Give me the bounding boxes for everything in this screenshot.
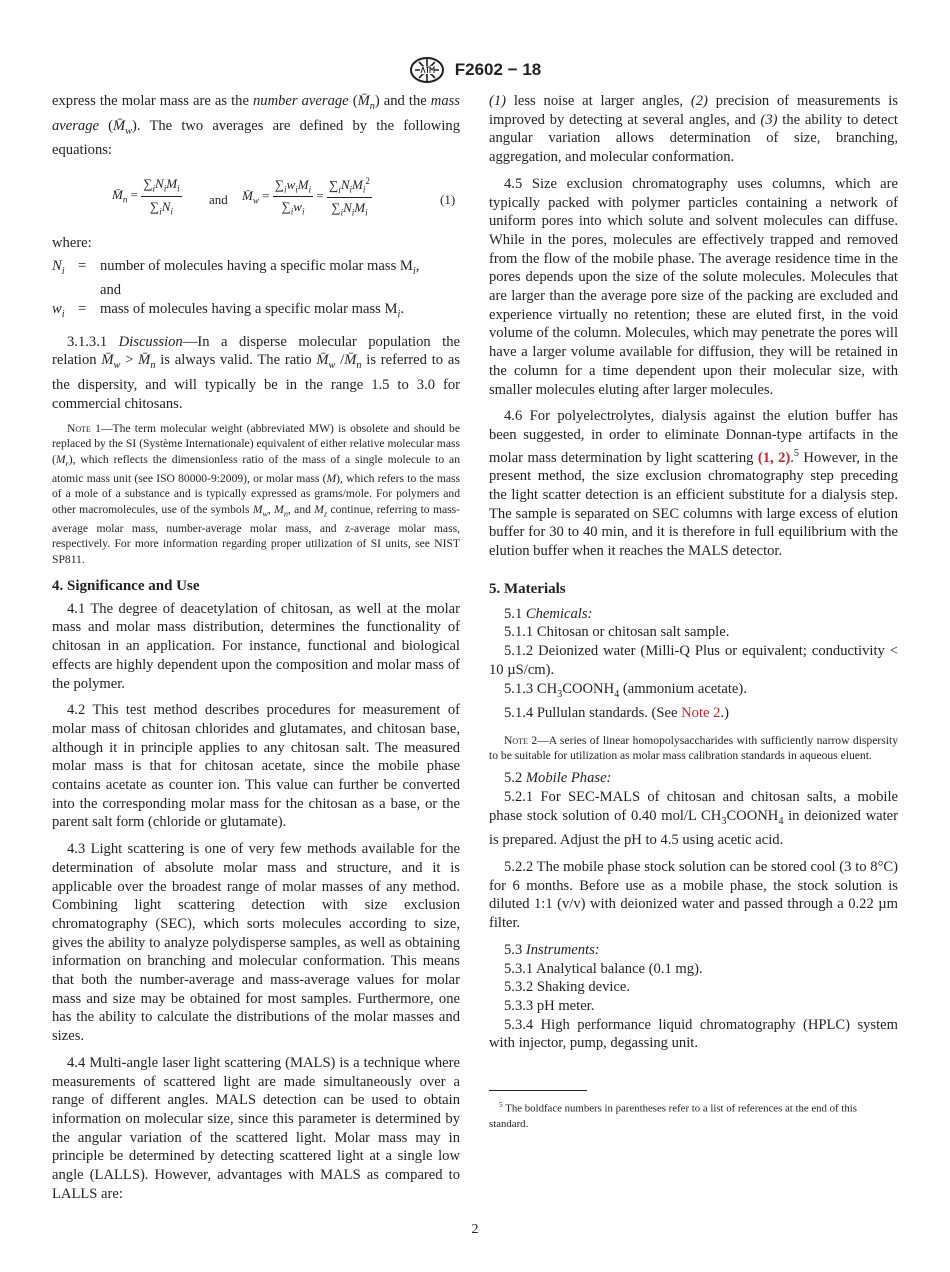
item-5-3-3: 5.3.3 pH meter. [504, 997, 595, 1014]
subsection-5-1: 5.1 Chemicals: [504, 605, 593, 622]
subsection-5-3: 5.3 Instruments: [504, 941, 600, 958]
paragraph-4-1: 4.1 The degree of deacetylation of chitosan, as well at the molar mass and molar mass distribution, determines the functionality of chitosan in an application. For instance, functional and biological effects are highly dependent upon the composition and molar mass of the polymer. [52, 600, 460, 692]
left-column [52, 92, 460, 1204]
subsection-5-2: 5.2 Mobile Phase: [504, 770, 612, 787]
item-5-2-1: 5.2.1 For SEC-MALS of chitosan and chitosan salts, a mobile phase stock solution of 0.40 mol/L $CH_3COONH_4$ in deionized water is prepared. Adjust the pH to 4.5 using acetic acid. [489, 788, 899, 849]
where-label: where: [52, 234, 92, 251]
advantages-paragraph: (1) less noise at larger angles, (2) precision of measurements is improved by detecting at several angles, and (3) the ability to detect angular variation allows determination of size, branching, aggregation, and molecular conformation. [489, 93, 898, 166]
paragraph-4-3: 4.3 Light scattering is one of very few methods available for the determination of absolute molar mass and structure, and it is applicable over the broadest range of molar masses of any method. Combining light scattering detection with size exclusion chromatography (SEC), which sorts molecules according to size, gives the ability to analyze polydisperse samples, as well as obtaining information on branching and molecular conformation. This means that both the number-average and mass-average values for molar mass and size may be obtained for most samples. Furthermore, one has the ability to calculate the distributions of the molar masses and sizes. [52, 841, 460, 1045]
definition-list [52, 257, 460, 325]
paragraph-4-6: 4.6 For polyelectrolytes, dialysis against the elution buffer has been suggested, in order to eliminate Donnan-type artifacts in the molar mass determination by light scattering (1, 2).$^5$ However, in the present method, the size exclusion chromatography step preceding the light scatter detection is an efficient substitute for a dialysis step. The sample is separated on SEC columns with large excess of elution buffer for 30 to 40 min, and it is therefore in full equilibrium with the elution buffer when it reaches the MALS detector. [489, 408, 898, 560]
astm-logo-icon [409, 56, 445, 84]
item-5-3-4: 5.3.4 High performance liquid chromatography (HPLC) system with injector, pump, degassing unit. [489, 1016, 898, 1052]
intro-paragraph: express the molar mass are as the number average $(M̄_n)$ and the mass average $(M̄_w)$. The two averages are defined by the following equations: [52, 93, 460, 159]
note-1: Note 1—The term molecular weight (abbreviated MW) is obsolete and should be replaced by the SI (Système Internationale) equivalent of either relative molecular mass $(M_r)$, which reflects the dimensionless ratio of the mass of a single molecule to an atomic mass unit (see ISO 80000-9:2009), or molar mass (M), which refers to the mass of a mole of a substance and is typically expressed as grams/mole. For polymers and other macromolecules, use of the symbols $M_w$, $M_n$, and $M_z$ continue, referring to mass-average molar mass, number-average molar mass, and z-average molar mass, respectively. For more information regarding proper utilization of SI units, see NIST SP811. [52, 422, 461, 566]
paragraph-4-5: 4.5 Size exclusion chromatography uses columns, which are typically packed with polymer particles containing a network of uniform pores into which solute and solvent molecules can diffuse. While in the pores, molecules are effectively trapped and removed from the flow of the mobile phase. The average residence time in the pores depends upon the size of the solute molecules. Molecules that are larger than the average pore size of the packing are excluded and experience virtually no retention; these are eluted first, in the void volume of the column. Molecules, which may penetrate the pores will have a larger volume available for diffusion, they will be retained in the column for a time dependent upon their molecular size, with smaller molecules eluting after larger molecules. [489, 175, 898, 398]
item-5-3-1: 5.3.1 Analytical balance (0.1 mg). [504, 960, 703, 977]
page-header [0, 56, 950, 84]
reference-link[interactable]: (1, 2) [757, 449, 791, 466]
footnote-ref[interactable]: 5 [793, 447, 800, 459]
item-5-1-2: 5.1.2 Deionized water (Milli-Q Plus or equivalent; conductivity < 10 µS/cm). [489, 643, 898, 678]
page-number: 2 [471, 1222, 479, 1237]
footnote-5: $^5$ The boldface numbers in parentheses refer to a list of references at the end of this standard. [489, 1100, 857, 1130]
section-5-heading: 5. Materials [489, 580, 566, 597]
item-5-1-3: 5.1.3 $CH_3COONH_4$ (ammonium acetate). [504, 680, 747, 700]
section-4-heading: 4. Significance and Use [52, 577, 200, 594]
discussion-paragraph: 3.1.3.1 Discussion—In a disperse molecular population the relation $M̄_w$ > $M̄_n$ is always valid. The ratio $M̄_w$ $/M̄_n$ is referred to as the dispersity, and will typically be in the range 1.5 to 3.0 for commercial chitosans. [52, 333, 461, 412]
item-5-1-1: 5.1.1 Chitosan or chitosan salt sample. [504, 624, 730, 641]
right-column [489, 92, 898, 1132]
equation-number: (1) [440, 191, 456, 207]
paragraph-4-4: 4.4 Multi-angle laser light scattering (MALS) is a technique where measurements of scattered light are made simultaneously over a range of different angles. MALS detection can be used to obtain information on molecular size, since this parameter is determined by the angular variation of the scattered light. Molar mass may in principle be determined by detecting scattered light at a single low angle (LALLS). However, advantages with MALS as compared to LALLS are: [52, 1054, 460, 1202]
document-number: F2602 − 18 [454, 60, 542, 79]
note-2: Note 2—A series of linear homopolysaccharides with sufficiently narrow dispersity to be suitable for utilization as molar mass calibration standards in aqueous eluent. [489, 733, 898, 763]
equation-1: $M̄_n$ = $\frac{\sum_iN_iM_i}{\sum_iN_i}$ and $M̄_w$ = $\frac{\sum_iw_iM_i}{\sum_iw_i}$ = $\frac{\sum_iN_iM_i^2}{\sum_iN_iM_i}$ (1) [112, 175, 456, 218]
paragraph-4-2: 4.2 This test method describes procedures for measurement of molar mass of chitosan chlorides and glutamates, and chitosan base, although it in principle applies to any chitosan salt. The measured molar mass is that for chitosan acetate, since the mobile phase contains acetate as counter ion. This value can further be converted into the corresponding molar mass for the chitosan as a base, or the parent salt form (chloride or glutamate). [52, 702, 460, 831]
item-5-2-2: 5.2.2 The mobile phase stock solution can be stored cool (3 to 8°C) for 6 months. Before use as a mobile phase, the stock solution is diluted 1:1 (v/v) with deionized water and passed through a 0.22 µm filter. [489, 858, 898, 932]
definition-row: $N_i$ = number of molecules having a specific molar mass $M_i$, and [52, 257, 420, 299]
definition-row: $w_i$ = mass of molecules having a specific molar mass $M_i$. [52, 300, 404, 320]
equation-and: and [209, 191, 228, 207]
footnote-divider [489, 1090, 587, 1091]
item-5-3-2: 5.3.2 Shaking device. [504, 979, 631, 996]
item-5-1-4: 5.1.4 Pullulan standards. (See Note 2.) [504, 705, 729, 722]
note-2-link[interactable]: Note 2 [681, 705, 721, 722]
